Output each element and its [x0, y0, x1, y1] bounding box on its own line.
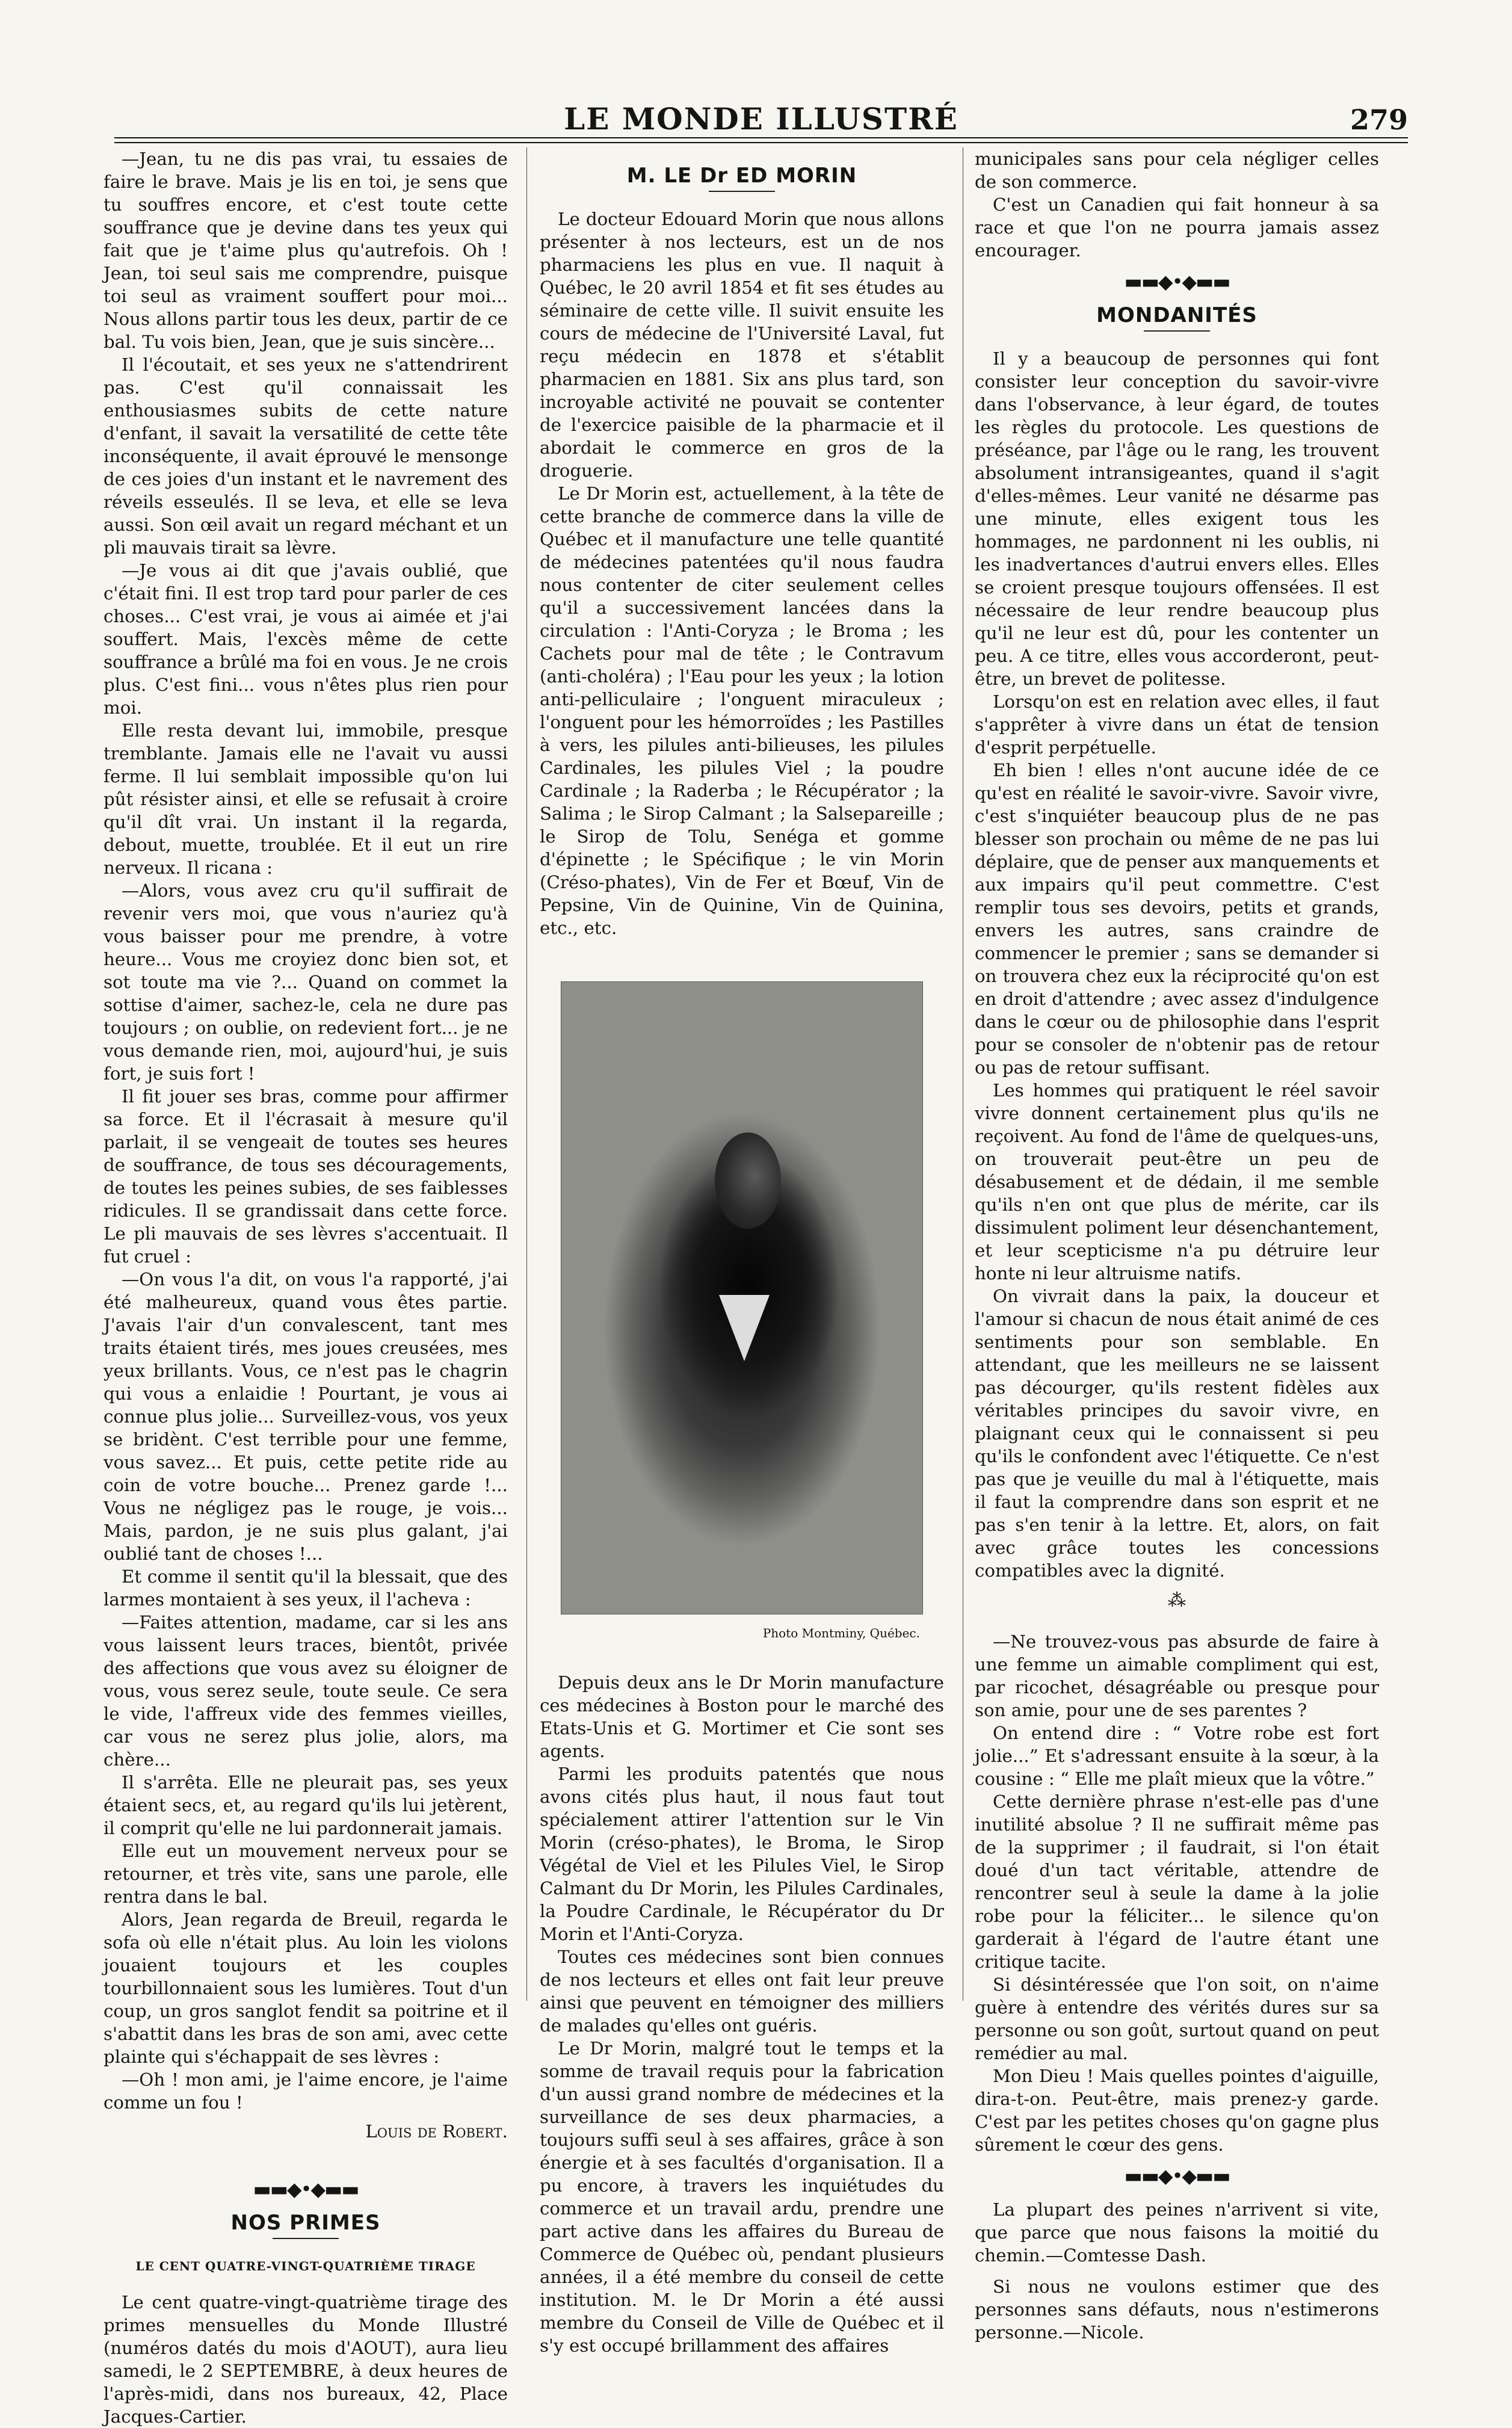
story-paragraph: —Faites attention, madame, car si les ans vous laissent leurs traces, bientôt, privée des affections que vous avez su éloigner de vous, vous serez seule, toute seule. Ce sera le vide, l'affreux vide des femmes vieilles, car vous ne serez plus jolie, alors, ma chère...	[103, 1612, 508, 1770]
primes-subhead: LE CENT QUATRE-VINGT-QUATRIÈME TIRAGE	[135, 2259, 476, 2273]
asterism-separator: ⁂	[1168, 1590, 1186, 1611]
article-paragraph: Parmi les produits patentés que nous avons cités plus haut, il nous faut tout spécialement attirer l'attention sur le Vin Morin (créso-phates), le Broma, le Sirop Végétal de Viel et les Pilules Viel, le Sirop Calmant du Dr Morin, les Pilules Cardinales, la Poudre Cardinale, le Récupérator du Dr Morin et l'Anti-Coryza.	[540, 1764, 944, 1944]
ornamental-separator: ▬▬◆•◆▬▬	[253, 2178, 359, 2201]
title-rule	[273, 2238, 339, 2239]
story-paragraph: Et comme il sentit qu'il la blessait, que des larmes montaient à ses yeux, il l'acheva :	[103, 1566, 508, 1610]
column-2	[540, 147, 944, 2357]
story-paragraph: Alors, Jean regarda de Breuil, regarda le sofa où elle n'était plus. Au loin les violons jouaient toujours et les couples tourbillonnaient sous les lumières. Tout d'un coup, un gros sanglot fendit sa poitrine et il s'abattit dans les bras de son ami, avec cette plainte qui s'échappait de ses lèvres :	[103, 1909, 508, 2067]
mondanites-paragraph: Cette dernière phrase n'est-elle pas d'une inutilité absolue ? Il ne suffirait même pas de la supprimer ; il faudrait, si l'on était doué d'un tact véritable, attendre de rencontrer seul à seule la dame à la jolie robe pour la féliciter... le silence qu'on garderait à l'égard de l'autre étant une critique tacite.	[975, 1791, 1379, 1972]
story-paragraph: Il s'arrêta. Elle ne pleurait pas, ses yeux étaient secs, et, au regard qu'ils lui jetèrent, il comprit qu'elle ne lui pardonnerait jamais.	[103, 1772, 508, 1838]
article-paragraph: municipales sans pour cela négliger celles de son commerce.	[975, 149, 1379, 192]
story-paragraph: —On vous l'a dit, on vous l'a rapporté, j'ai été malheureux, quand vous êtes partie. J'avais l'air d'un convalescent, tant mes traits étaient tirés, mes joues creusées, mes yeux brillants. Vous, ce n'est pas le chagrin qui vous a enlaidie ! Pourtant, je vous ai connue plus jolie... Surveillez-vous, vos yeux se bridènt. C'est terrible pour une femme, vous savez... Et puis, cette petite ride au coin de votre bouche... Prenez garde !... Vous ne négligez pas le rouge, je vois... Mais, pardon, je ne suis plus galant, j'ai oublié tant de choses !...	[103, 1269, 508, 1564]
story-paragraph: Il fit jouer ses bras, comme pour affirmer sa force. Et il l'écrasait à mesure qu'il parlait, il se vengeait de toutes ses heures de souffrance, de tous ses découragements, de toutes les peines subies, de ses faiblesses ridicules. Il se grandissait dans cette force. Le pli mauvais de ses lèvres s'accentuait. Il fut cruel :	[103, 1086, 508, 1267]
article-paragraph: C'est un Canadien qui fait honneur à sa race et que l'on ne pourra jamais assez encourager.	[975, 194, 1379, 261]
newspaper-title: LE MONDE ILLUSTRÉ	[564, 101, 958, 137]
quote-paragraph: Si nous ne voulons estimer que des personnes sans défauts, nous n'estimerons personne.—Nicole.	[975, 2276, 1379, 2343]
mondanites-paragraph: —Ne trouvez-vous pas absurde de faire à une femme un aimable compliment qui est, par ricochet, désagréable ou presque pour son amie, pour une de ses parentes ?	[975, 1631, 1379, 1720]
mondanites-paragraph: Si désintéressée que l'on soit, on n'aime guère à entendre des vérités dures sur sa personne ou son goût, surtout quand on peut remédier au mal.	[975, 1974, 1379, 2063]
author-signature: Louis de Robert.	[365, 2121, 508, 2142]
quote-paragraph: La plupart des peines n'arrivent si vite, que parce que nous faisons la moitié du chemin.—Comtesse Dash.	[975, 2199, 1379, 2266]
portrait-face	[715, 1132, 781, 1229]
mondanites-paragraph: On entend dire : “ Votre robe est fort jolie...” Et s'adressant ensuite à la sœur, à la cousine : “ Elle me plaît mieux que la vôtre.”	[975, 1723, 1379, 1789]
mondanites-paragraph: Il y a beaucoup de personnes qui font consister leur conception du savoir-vivre dans l'observance, à leur égard, de toutes les règles du protocole. Les questions de préséance, par l'âge ou le rang, les trouvent absolument intransigeantes, quand il s'agit d'elles-mêmes. Leur vanité ne désarme pas une minute, elles exigent tous les hommages, ne pardonnent ni les oublis, ni les inadvertances d'autrui envers elles. Elles se croient presque toujours offensées. Il est nécessaire de leur rendre beaucoup plus qu'il ne leur est dû, pour les contenter un peu. A ce titre, elles vous accorderont, peut-être, un brevet de politesse.	[975, 348, 1379, 689]
story-paragraph: —Alors, vous avez cru qu'il suffirait de revenir vers moi, que vous n'auriez qu'à vous baisser pour me prendre, à votre heure... Vous me croyiez donc bien sot, et sot toute ma vie ?... Quand on commet la sottise d'aimer, sachez-le, cela ne dure pas toujours ; on oublie, on redevient fort... je ne vous demande rien, moi, aujourd'hui, je suis fort, je suis fort !	[103, 880, 508, 1084]
story-paragraph: Il l'écoutait, et ses yeux ne s'attendrirent pas. C'est qu'il connaissait les enthousiasmes subits de cette nature d'enfant, il savait la versatilité de cette tête inconséquente, il avait éprouvé le mensonge de ces joies d'un instant et le navrement des réveils esseulés. Il se leva, et elle se leva aussi. Son œil avait un regard méchant et un pli mauvais tirait sa lèvre.	[103, 354, 508, 558]
article-paragraph: Le Dr Morin est, actuellement, à la tête de cette branche de commerce dans la ville de Québec et il manufacture une telle quantité de médecines patentées qu'il nous faudra nous contenter de citer seulement celles qu'il a successivement lancées dans la circulation : l'Anti-Coryza ; le Broma ; les Cachets pour mal de tête ; le Contravum (anti-choléra) ; l'Eau pour les yeux ; la lotion anti-pelliculaire ; l'onguent miraculeux ; l'onguent pour les hémorroïdes ; les Pastilles à vers, les pilules anti-bilieuses, les pilules Cardinales, les pilules Viel ; la poudre Cardinale ; la Raderba ; le Récupérator ; la Salima ; le Sirop Calmant ; la Salsepareille ; le Sirop de Tolu, Senéga et gomme d'épinette ; le Spécifique ; le vin Morin (Créso-phates), Vin de Fer et Bœuf, Vin de Pepsine, Vin de Quinine, Vin de Quinina, etc., etc.	[540, 483, 944, 938]
portrait-shirt	[719, 1295, 770, 1361]
story-paragraph: Elle resta devant lui, immobile, presque tremblante. Jamais elle ne l'avait vu aussi ferme. Il lui semblait impossible qu'on lui pût résister ainsi, et elle se refusait à croire qu'il dît vrai. Un instant il la regarda, debout, muette, troublée. Et il eut un rire nerveux. Il ricana :	[103, 720, 508, 878]
portrait-photo	[561, 981, 923, 1614]
article-paragraph: Le docteur Edouard Morin que nous allons présenter à nos lecteurs, est un de nos pharmaciens les plus en vue. Il naquit à Québec, le 20 avril 1854 et fit ses études au séminaire de cette ville. Il suivit ensuite les cours de médecine de l'Université Laval, fut reçu médecin en 1878 et s'établit pharmacien en 1881. Six ans plus tard, son incroyable activité ne pouvait se contenter de l'exercice paisible de la pharmacie et il abordait le commerce en gros de la droguerie.	[540, 209, 944, 481]
ornamental-separator: ▬▬◆•◆▬▬	[1124, 270, 1230, 293]
article-title-morin: M. LE Dr ED MORIN	[626, 164, 857, 188]
mondanites-paragraph: Mon Dieu ! Mais quelles pointes d'aiguille, dira-t-on. Peut-être, mais prenez-y garde. C'est par les petites choses qu'on gagne plus sûrement le cœur des gens.	[975, 2066, 1379, 2155]
header-rule	[114, 137, 1408, 143]
column-3	[975, 147, 1379, 2344]
mondanites-paragraph: Les hommes qui pratiquent le réel savoir vivre donnent certainement plus qu'ils ne reçoivent. Au fond de l'âme de quelques-uns, on trouverait peut-être un peu de désabusement et de dédain, il me semble qu'ils n'en ont que plus de mérite, car ils dissimulent poliment leur désenchantement, et leur scepticisme n'a pu détruire leur honte ni leur altruisme natifs.	[975, 1080, 1379, 1284]
page-number: 279	[1350, 103, 1408, 136]
article-paragraph: Le Dr Morin, malgré tout le temps et la somme de travail requis pour la fabrication d'un aussi grand nombre de médecines et la surveillance de ses deux pharmacies, a toujours suffi seul à ses affaires, grâce à son énergie et à ses facultés d'organisation. Il a pu encore, à travers les inquiétudes du commerce et un travail ardu, prendre une part active dans les affaires du Bureau de Commerce de Québec où, pendant plusieurs années, il a été membre du conseil de cette institution. M. le Dr Morin a été aussi membre du Conseil de Ville de Québec et il s'y est occupé brillamment des affaires	[540, 2038, 944, 2356]
title-rule	[709, 191, 775, 192]
mondanites-paragraph: Eh bien ! elles n'ont aucune idée de ce qu'est en réalité le savoir-vivre. Savoir vivre, c'est s'inquiéter beaucoup plus de ne pas blesser son prochain ou même de ne pas lui déplaire, que de penser aux manquements et aux impairs qu'il peut commettre. C'est remplir tous ses devoirs, petits et grands, envers les autres, sans craindre de commencer le premier ; sans se demander si on trouvera chez eux la réciprocité qu'on est en droit d'attendre ; avec assez d'indulgence dans le cœur ou de philosophie dans l'esprit pour se consoler de n'obtenir pas de retour ou pas de retour suffisant.	[975, 760, 1379, 1078]
photo-caption: Photo Montminy, Québec.	[762, 1626, 920, 1640]
column-1	[103, 147, 508, 2428]
story-paragraph: Elle eut un mouvement nerveux pour se retourner, et très vite, sans une parole, elle rentra dans le bal.	[103, 1841, 508, 1907]
section-title-primes: NOS PRIMES	[230, 2211, 381, 2235]
column-divider	[526, 147, 527, 2001]
section-title-mondanites: MONDANITÉS	[1096, 303, 1257, 327]
primes-paragraph: Le cent quatre-vingt-quatrième tirage des primes mensuelles du Monde Illustré (numéros datés du mois d'AOUT), aura lieu samedi, le 2 SEPTEMBRE, à deux heures de l'après-midi, dans nos bureaux, 42, Place Jacques-Cartier.	[103, 2292, 508, 2427]
article-paragraph: Toutes ces médecines sont bien connues de nos lecteurs et elles ont fait leur preuve ainsi que peuvent en témoigner des milliers de malades qu'elles ont guéris.	[540, 1947, 944, 2036]
story-paragraph: —Jean, tu ne dis pas vrai, tu essaies de faire le brave. Mais je lis en toi, je sens que tu souffres encore, et c'est toute cette souffrance que je devine dans tes yeux qui fait que je t'aime plus qu'autrefois. Oh ! Jean, toi seul sais me comprendre, puisque toi seul as vraiment souffert pour moi... Nous allons partir tous les deux, partir de ce bal. Tu vois bien, Jean, que je suis sincère...	[103, 149, 508, 352]
article-paragraph: Depuis deux ans le Dr Morin manufacture ces médecines à Boston pour le marché des Etats-Unis et G. Mortimer et Cie sont ses agents.	[540, 1672, 944, 1761]
ornamental-separator: ▬▬◆•◆▬▬	[1124, 2164, 1230, 2187]
story-paragraph: —Je vous ai dit que j'avais oublié, que c'était fini. Il est trop tard pour parler de ces choses... C'est vrai, je vous ai aimée et j'ai souffert. Mais, l'excès même de cette souffrance a brûlé ma foi en vous. Je ne crois plus. C'est fini... vous n'êtes plus rien pour moi.	[103, 560, 508, 718]
masthead	[114, 101, 1408, 137]
mondanites-paragraph: On vivrait dans la paix, la douceur et l'amour si chacun de nous était animé de ces sentiments pour son semblable. En attendant, que les meilleurs ne se laissent pas décourger, qu'ils restent fidèles aux véritables principes du savoir vivre, en plaignant ceux qui le connaissent si peu qu'ils le confondent avec l'étiquette. Ce n'est pas que je veuille du mal à l'étiquette, mais il faut la comprendre dans son esprit et ne pas s'en tenir à la lettre. Et, alors, on fait avec grâce toutes les concessions compatibles avec la dignité.	[975, 1286, 1379, 1581]
mondanites-paragraph: Lorsqu'on est en relation avec elles, il faut s'apprêter à vivre dans un état de tension d'esprit perpétuelle.	[975, 691, 1379, 758]
title-rule	[1144, 330, 1210, 332]
story-paragraph: —Oh ! mon ami, je l'aime encore, je l'aime comme un fou !	[103, 2069, 508, 2113]
